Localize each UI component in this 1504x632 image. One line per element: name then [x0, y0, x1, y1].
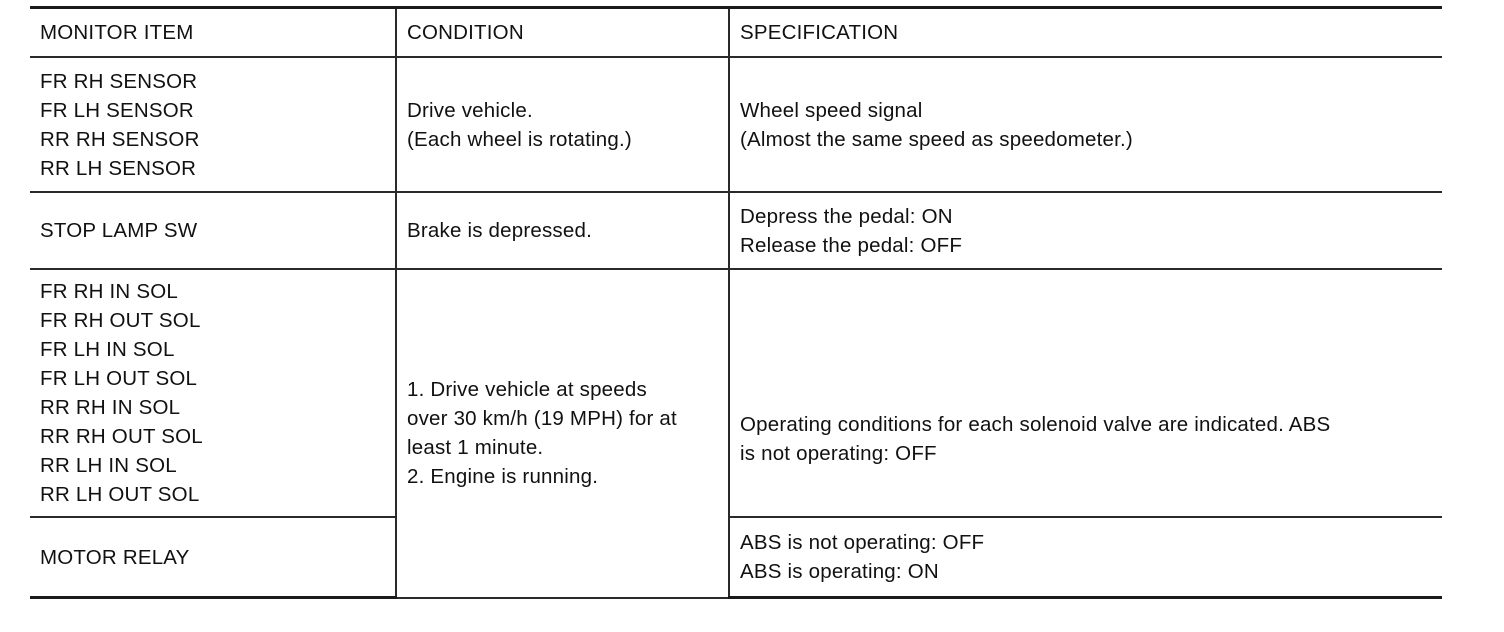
specification-line: ABS is operating: ON: [740, 560, 939, 583]
monitor-item: RR LH OUT SOL: [40, 483, 200, 506]
monitor-item: FR RH SENSOR: [40, 69, 198, 93]
specification-line: ABS is not operating: OFF: [740, 531, 985, 554]
condition-cell: [396, 192, 729, 269]
monitor-item-sheet: [30, 6, 1442, 598]
specification-line: Operating conditions for each solenoid valve are indicated. ABS: [740, 412, 1331, 436]
condition-line: 2. Engine is running.: [407, 465, 599, 489]
monitor-item-cell: [30, 517, 396, 598]
condition-line: over 30 km/h (19 MPH) for at: [407, 407, 677, 431]
monitor-item-cell: [30, 57, 396, 192]
monitor-item: RR LH IN SOL: [40, 454, 177, 477]
condition-line: Brake is depressed.: [407, 219, 592, 242]
monitor-item: RR RH OUT SOL: [40, 425, 203, 448]
table-row-wheel-sensors: [30, 57, 1442, 192]
monitor-item-cell: [30, 192, 396, 269]
monitor-item: FR RH IN SOL: [40, 280, 178, 303]
specification-line: Wheel speed signal: [740, 98, 923, 122]
table-row-motor-relay: [30, 517, 1442, 598]
specification-cell: [729, 517, 1442, 598]
monitor-item: STOP LAMP SW: [40, 219, 198, 242]
monitor-item: RR LH SENSOR: [40, 156, 197, 180]
condition-cell: [396, 57, 729, 192]
monitor-item: RR RH IN SOL: [40, 396, 181, 419]
monitor-item: FR LH IN SOL: [40, 338, 175, 361]
specification-cell: [729, 269, 1442, 517]
table-header-row: [30, 8, 1442, 58]
specification-line: Depress the pedal: ON: [740, 204, 953, 228]
condition-cell: [396, 269, 729, 598]
monitor-item: MOTOR RELAY: [40, 545, 190, 569]
condition-line: Drive vehicle.: [407, 98, 533, 122]
specification-line: Release the pedal: OFF: [740, 233, 963, 257]
monitor-item: FR LH OUT SOL: [40, 367, 198, 390]
header-specification: SPECIFICATION: [729, 8, 1442, 58]
header-monitor-item: MONITOR ITEM: [30, 8, 396, 58]
table-row-stop-lamp: [30, 192, 1442, 269]
monitor-item-cell: [30, 269, 396, 517]
monitor-item-table: [30, 6, 1442, 599]
condition-line: 1. Drive vehicle at speeds: [407, 378, 647, 402]
specification-line: (Almost the same speed as speedometer.): [740, 127, 1133, 151]
specification-cell: [729, 57, 1442, 192]
monitor-item: RR RH SENSOR: [40, 127, 200, 151]
monitor-item: FR LH SENSOR: [40, 98, 194, 122]
condition-line: (Each wheel is rotating.): [407, 127, 632, 151]
specification-cell: [729, 192, 1442, 269]
condition-line: least 1 minute.: [407, 436, 544, 460]
table-row-solenoids: [30, 269, 1442, 517]
specification-line: is not operating: OFF: [740, 441, 937, 465]
header-condition: CONDITION: [396, 8, 729, 58]
monitor-item: FR RH OUT SOL: [40, 309, 201, 332]
